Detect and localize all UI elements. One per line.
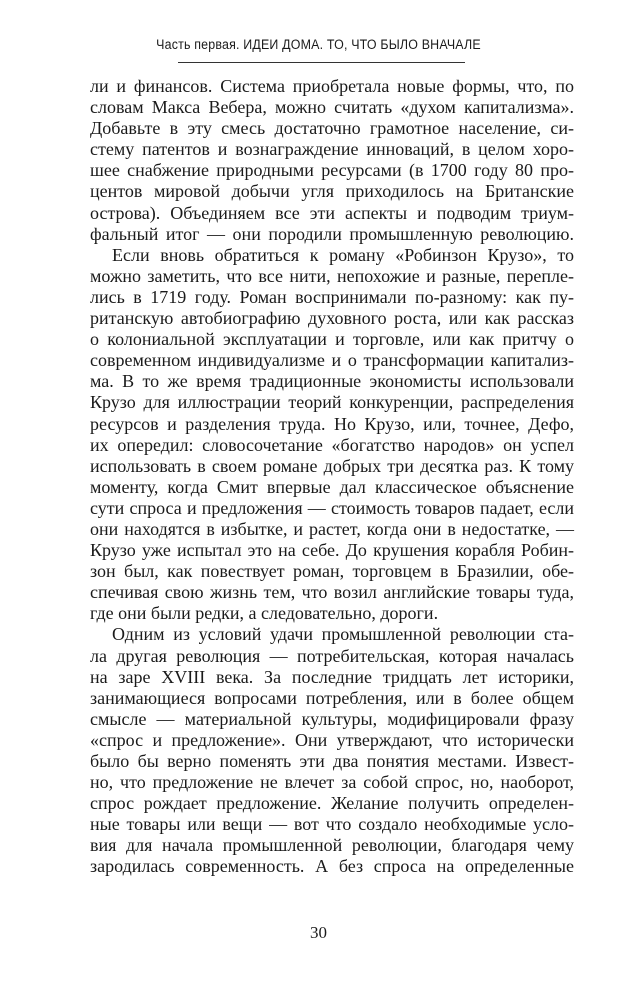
text-line: лись в 1719 году. Роман воспринимали по-разному: как пу- xyxy=(90,286,574,307)
text-line: «спрос и предложение». Они утверждают, что исторически xyxy=(90,729,574,750)
text-line: где они были редки, а следовательно, дороги. xyxy=(90,603,439,624)
text-line: ла другая революция — потребительская, которая началась xyxy=(90,645,574,666)
body-text xyxy=(90,76,574,878)
page-number: 30 xyxy=(310,923,327,942)
text-line: ные товары или вещи — вот что создало необходимые усло- xyxy=(90,814,574,835)
text-line: зон был, как повествует роман, торговцем в Бразилии, обе- xyxy=(90,561,574,582)
text-line: Крузо для иллюстрации теорий конкуренции, распределения xyxy=(90,392,574,413)
text-line: Одним из условий удачи промышленной революции ста- xyxy=(112,624,574,645)
text-line: центов мировой добычи угля приходилось на Британские xyxy=(90,181,574,202)
text-line: ританскую автобиографию духовного роста, или как рассказ xyxy=(90,308,574,329)
text-line: Если вновь обратиться к роману «Робинзон Крузо», то xyxy=(112,244,574,265)
header-rule xyxy=(178,62,465,63)
text-line: ли и финансов. Система приобретала новые формы, что, по xyxy=(90,76,574,96)
text-line: о колониальной эксплуатации и торговле, или как притчу о xyxy=(90,329,574,350)
text-line: смысле — материальной культуры, модифицировали фразу xyxy=(90,708,574,729)
text-line: сути спроса и предложения — стоимость товаров падает, если xyxy=(90,497,574,518)
text-line: словам Макса Вебера, можно считать «духом капитализма». xyxy=(90,97,574,118)
text-line: можно заметить, что все нити, непохожие и разные, перепле- xyxy=(90,265,574,286)
text-line: шее снабжение природными ресурсами (в 1700 году 80 про- xyxy=(90,160,574,181)
text-line: но, что предложение не влечет за собой спрос, но, наоборот, xyxy=(90,772,574,793)
text-line: было бы верно поменять эти два понятия местами. Извест- xyxy=(90,751,574,771)
text-line: ма. В то же время традиционные экономисты использовали xyxy=(90,371,574,392)
text-line: фальный итог — они породили промышленную революцию. xyxy=(90,223,574,244)
text-line: стему патентов и вознаграждение инноваций, в целом хоро- xyxy=(90,139,574,160)
running-header: Часть первая. ИДЕИ ДОМА. ТО, ЧТО БЫЛО ВНАЧАЛЕ xyxy=(156,37,481,52)
text-line: на заре XVIII века. За последние тридцать лет историки, xyxy=(90,666,574,687)
text-line: спечивая свою жизнь тем, что возил английские товары туда, xyxy=(90,582,574,603)
text-line: современном индивидуализме и о трансформации капитализ- xyxy=(90,350,574,371)
text-line: их опередил: словосочетание «богатство народов» он успел xyxy=(90,434,574,455)
text-line: ресурсов и разделения труда. Но Крузо, или, точнее, Дефо, xyxy=(90,413,574,434)
text-line: использовать в своем романе добрых три десятка раз. К тому xyxy=(90,455,574,476)
text-line: зародилась современность. А без спроса на определенные xyxy=(90,856,574,877)
text-line: занимающиеся вопросами потребления, или в более общем xyxy=(90,687,574,708)
text-line: Добавьте в эту смесь достаточно грамотное население, си- xyxy=(90,118,574,139)
text-line: они находятся в избытке, и растет, когда они в недостатке, — xyxy=(90,518,574,539)
text-line: спрос рождает предложение. Желание получить определен- xyxy=(90,793,574,814)
text-line: острова). Объединяем все эти аспекты и подводим триум- xyxy=(90,202,574,223)
text-line: Крузо уже испытал это на себе. До крушения корабля Робин- xyxy=(90,540,574,561)
text-line: моменту, когда Смит впервые дал классическое объяснение xyxy=(90,476,574,497)
text-line: вия для начала промышленной революции, благодаря чему xyxy=(90,835,574,856)
